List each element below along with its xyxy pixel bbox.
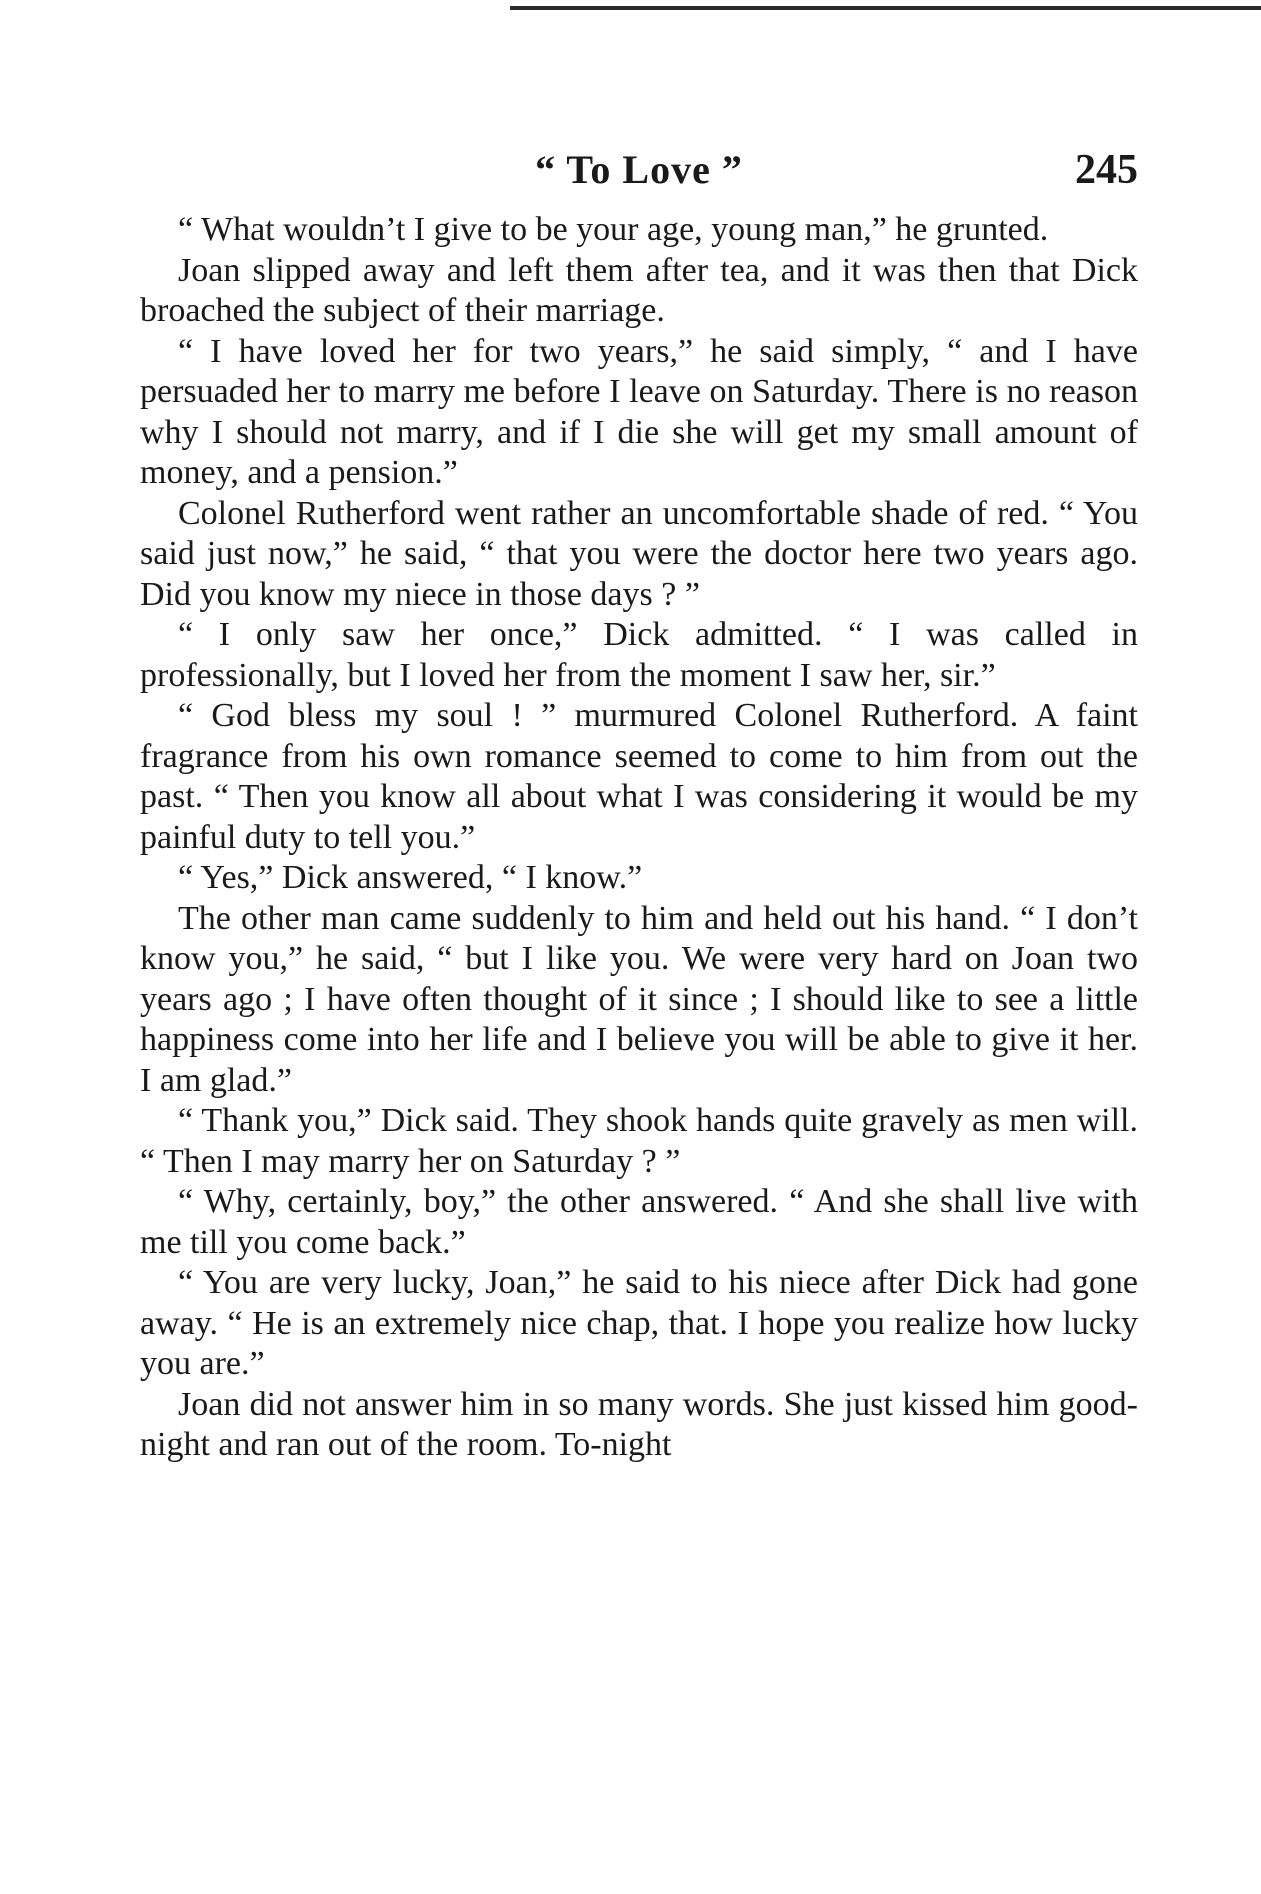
paragraph: “ Why, certainly, boy,” the other answered. “ And she shall live with me till you come back.”: [140, 1183, 1138, 1261]
running-header: [140, 140, 1138, 202]
body-text: [140, 210, 1138, 1466]
paragraph: Joan slipped away and left them after tea, and it was then that Dick broached the subject of their marriage.: [140, 251, 1138, 329]
book-page: [140, 140, 1138, 1466]
chapter-title: “ To Love ”: [535, 147, 743, 192]
paragraph: “ You are very lucky, Joan,” he said to his niece after Dick had gone away. “ He is an extremely nice chap, that. I hope you realize how lucky you are.”: [140, 1264, 1138, 1382]
paragraph: “ What wouldn’t I give to be your age, young man,” he grunted.: [178, 211, 1049, 248]
paragraph: Colonel Rutherford went rather an uncomfortable shade of red. “ You said just now,” he said, “ that you were the doctor here two years ago. Did you know my niece in those days ? ”: [140, 494, 1138, 613]
paragraph: “ I only saw her once,” Dick admitted. “ I was called in professionally, but I loved her from the moment I saw her, sir.”: [140, 616, 1138, 694]
paragraph: “ I have loved her for two years,” he said simply, “ and I have persuaded her to marry me before I leave on Saturday. There is no reason why I should not marry, and if I die she will get my small amount of money, and a pension.”: [140, 332, 1138, 491]
paragraph: “ Yes,” Dick answered, “ I know.”: [178, 859, 643, 896]
top-edge-rule: [510, 6, 1261, 10]
paragraph: “ Thank you,” Dick said. They shook hands quite gravely as men will. “ Then I may marry her on Saturday ? ”: [140, 1102, 1138, 1180]
paragraph: “ God bless my soul ! ” murmured Colonel Rutherford. A faint fragrance from his own romance seemed to come to him from out the past. “ Then you know all about what I was considering it would be my painful duty to tell you.”: [140, 697, 1138, 856]
paragraph: Joan did not answer him in so many words. She just kissed him good-night and ran out of the room. To-night: [140, 1385, 1138, 1463]
paragraph: The other man came suddenly to him and held out his hand. “ I don’t know you,” he said, “ but I like you. We were very hard on Joan two years ago ; I have often thought of it since ; I should like to see a little happiness come into her life and I believe you will be able to give it her. I am glad.”: [140, 899, 1138, 1099]
page-number: 245: [1075, 147, 1138, 193]
